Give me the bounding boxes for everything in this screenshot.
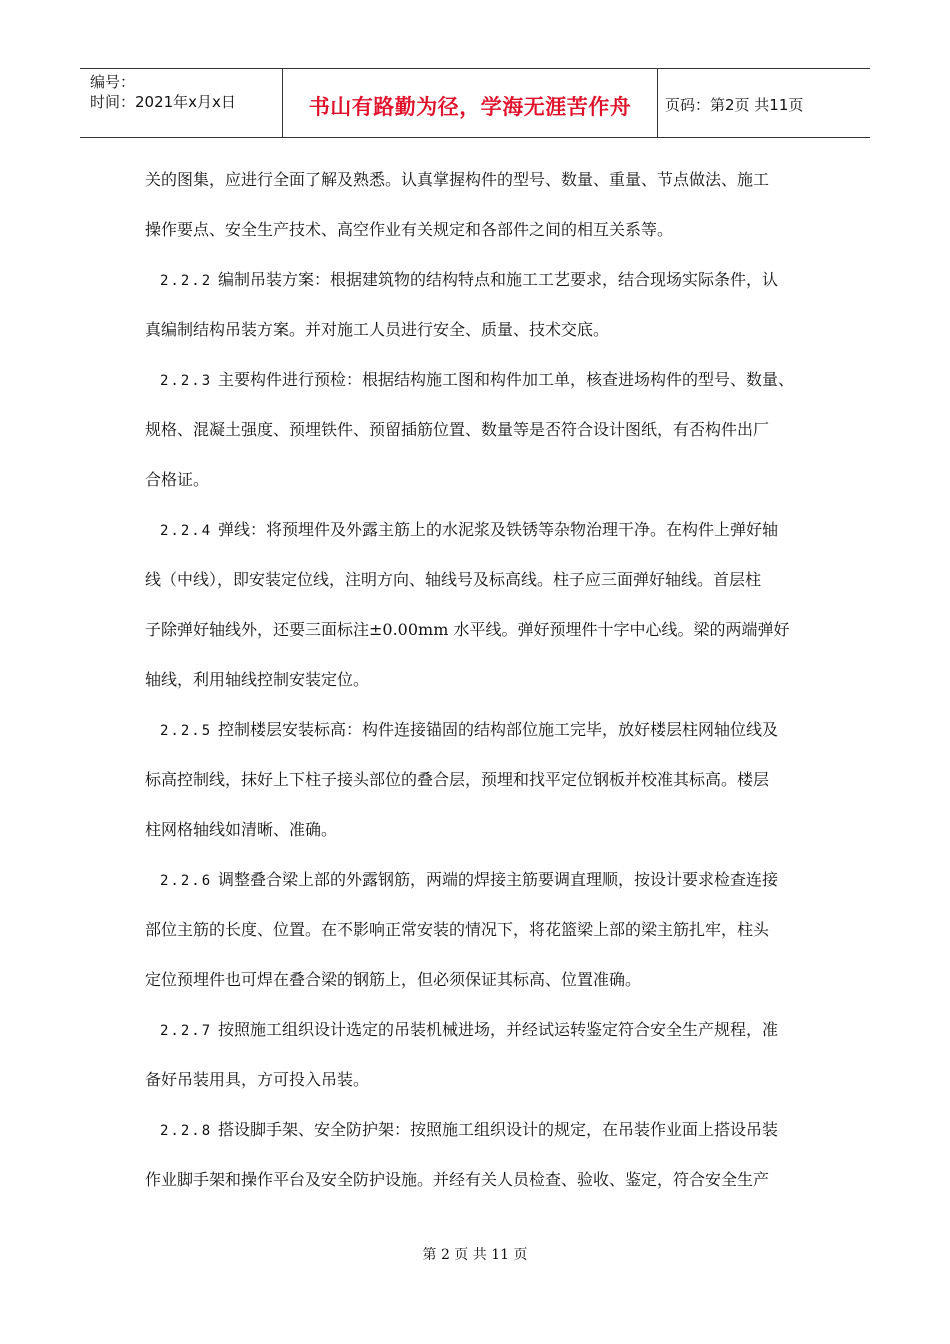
header-page-info: 页码：第2页 共11页	[665, 96, 804, 114]
body-line	[145, 260, 815, 310]
body-line	[145, 1160, 815, 1210]
body-text: 编制吊装方案：根据建筑物的结构特点和施工工艺要求，结合现场实际条件，认	[218, 270, 779, 289]
body-line	[145, 810, 815, 860]
section-number: 2.2.4	[160, 523, 213, 539]
header-meta-cell	[80, 69, 282, 137]
body-line	[145, 1010, 815, 1060]
document-header	[80, 68, 870, 138]
body-line	[145, 1060, 815, 1110]
body-line	[145, 860, 815, 910]
body-line	[145, 560, 815, 610]
document-date: 时间：2021年x月x日	[90, 93, 236, 111]
body-text: 关的图集，应进行全面了解及熟悉。认真掌握构件的型号、数量、重量、节点做法、施工	[145, 170, 770, 189]
body-line	[145, 510, 815, 560]
body-text: 标高控制线，抹好上下柱子接头部位的叠合层，预埋和找平定位钢板并校准其标高。楼层	[145, 770, 770, 789]
header-motto-cell	[282, 69, 658, 137]
body-text: 作业脚手架和操作平台及安全防护设施。并经有关人员检查、验收、鉴定，符合安全生产	[145, 1170, 770, 1189]
body-text: 备好吊装用具，方可投入吊装。	[145, 1070, 370, 1089]
body-line	[145, 460, 815, 510]
section-number: 2.2.3	[160, 373, 213, 389]
body-text: 弹线：将预埋件及外露主筋上的水泥浆及铁锈等杂物治理干净。在构件上弹好轴	[218, 520, 779, 539]
body-line	[145, 360, 815, 410]
body-text: 柱网格轴线如清晰、准确。	[145, 820, 338, 839]
body-text: 主要构件进行预检：根据结构施工图和构件加工单，核查进场构件的型号、数量、	[218, 370, 795, 389]
body-text: 真编制结构吊装方案。并对施工人员进行安全、质量、技术交底。	[145, 320, 610, 339]
section-number: 2.2.2	[160, 273, 213, 289]
body-text: 子除弹好轴线外，还要三面标注±0.00mm 水平线。弹好预埋件十字中心线。梁的两端弹好	[145, 620, 790, 639]
body-line	[145, 210, 815, 260]
body-text: 规格、混凝土强度、预埋铁件、预留插筋位置、数量等是否符合设计图纸，有否构件出厂	[145, 420, 770, 439]
body-text: 搭设脚手架、安全防护架：按照施工组织设计的规定，在吊装作业面上搭设吊装	[218, 1120, 779, 1139]
body-line	[145, 1110, 815, 1160]
body-text: 部位主筋的长度、位置。在不影响正常安装的情况下，将花篮梁上部的梁主筋扎牢，柱头	[145, 920, 770, 939]
body-line	[145, 910, 815, 960]
body-text: 轴线，利用轴线控制安装定位。	[145, 670, 370, 689]
section-number: 2.2.7	[160, 1023, 213, 1039]
body-text: 操作要点、安全生产技术、高空作业有关规定和各部件之间的相互关系等。	[145, 220, 674, 239]
body-line	[145, 410, 815, 460]
section-number: 2.2.5	[160, 723, 213, 739]
header-page-cell	[657, 69, 870, 137]
body-text: 控制楼层安装标高：构件连接锚固的结构部位施工完毕，放好楼层柱网轴位线及	[218, 720, 779, 739]
page-footer: 第 2 页 共 11 页	[422, 1247, 528, 1263]
body-line	[145, 960, 815, 1010]
body-text: 合格证。	[145, 470, 210, 489]
body-text: 按照施工组织设计选定的吊装机械进场，并经试运转鉴定符合安全生产规程，准	[218, 1020, 779, 1039]
body-line	[145, 160, 815, 210]
document-body	[145, 160, 815, 1210]
section-number: 2.2.6	[160, 873, 213, 889]
body-line	[145, 610, 815, 660]
body-line	[145, 760, 815, 810]
body-text: 定位预埋件也可焊在叠合梁的钢筋上，但必须保证其标高、位置准确。	[145, 970, 642, 989]
body-line	[145, 710, 815, 760]
body-text: 线（中线），即安装定位线，注明方向、轴线号及标高线。柱子应三面弹好轴线。首层柱	[145, 570, 762, 589]
section-number: 2.2.8	[160, 1123, 213, 1139]
header-motto: 书山有路勤为径，学海无涯苦作舟	[308, 95, 632, 119]
body-line	[145, 660, 815, 710]
body-text: 调整叠合梁上部的外露钢筋，两端的焊接主筋要调直理顺，按设计要求检查连接	[218, 870, 779, 889]
body-line	[145, 310, 815, 360]
document-number-label: 编号：	[90, 73, 136, 91]
